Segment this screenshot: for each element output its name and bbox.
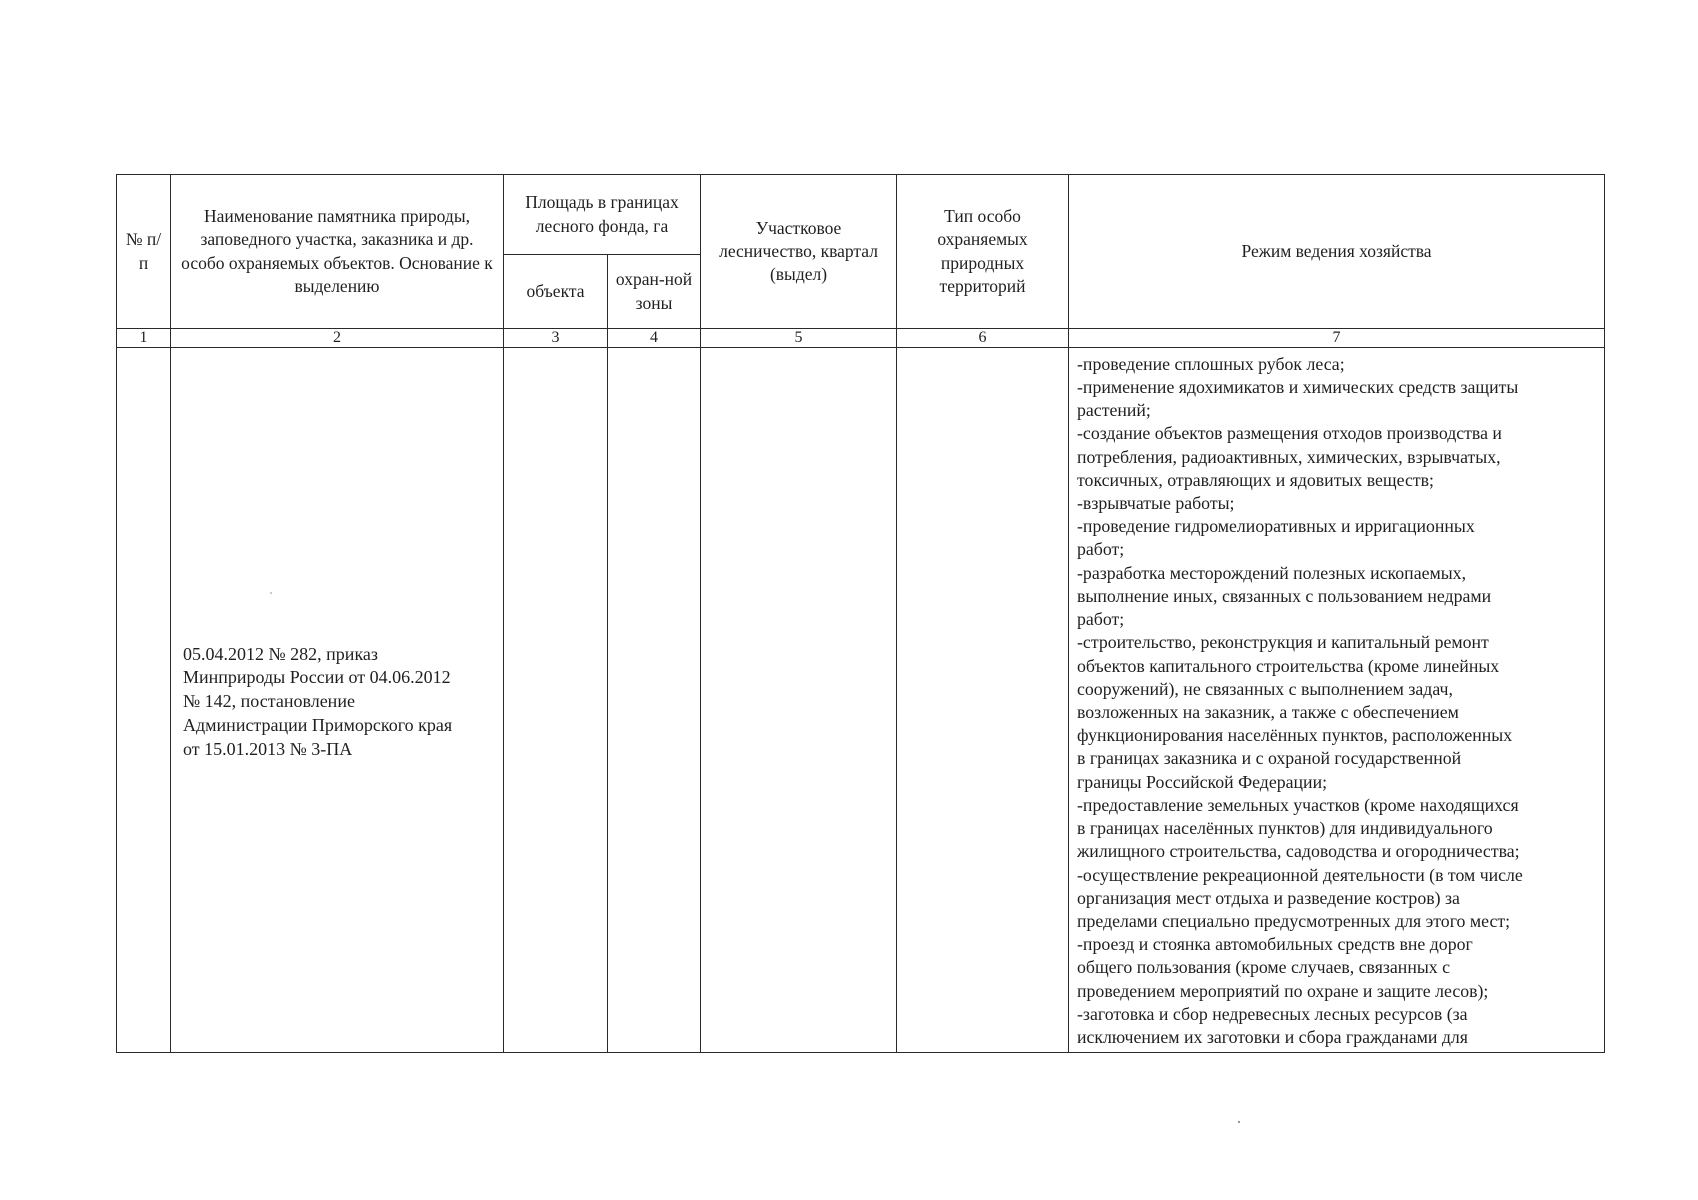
column-number-3: 3 [504,329,608,348]
regime-line: -проезд и стоянка автомобильных средств вне дорог [1077,934,1473,955]
regime-line: -применение ядохимикатов и химических средств защиты [1077,376,1519,397]
column-number-2: 2 [171,329,504,348]
table-row [117,348,1605,1053]
regime-line: работ; [1077,609,1125,630]
regime-line: работ; [1077,539,1125,560]
forestry-cell [701,348,897,1053]
regime-line: проведением мероприятий по охране и защите лесов); [1077,980,1489,1001]
regime-line: токсичных, отравляющих и ядовитых веществ; [1077,469,1434,490]
regime-line: исключением их заготовки и сбора гражданами для [1077,1027,1468,1048]
regime-cell [1069,348,1605,1053]
regime-line: выполнение иных, связанных с пользованием недрами [1077,585,1492,606]
regime-line: общего пользования (кроме случаев, связанных с [1077,957,1451,978]
regime-line: потребления, радиоактивных, химических, взрывчатых, [1077,446,1501,467]
regime-line: -осуществление рекреационной деятельности (в том числе [1077,864,1523,885]
regime-line: -взрывчатые работы; [1077,493,1235,514]
column-number-6: 6 [897,329,1069,348]
column-number-4: 4 [608,329,701,348]
header-num: № п/п [117,175,171,329]
basis-line: Минприроды России от 04.06.2012 [183,667,451,688]
regime-line: возложенных на заказник, а также с обеспечением [1077,702,1459,722]
header-forestry: Участковое лесничество, квартал (выдел) [701,175,897,329]
regime-line: -предоставление земельных участков (кроме находящихся [1077,794,1519,815]
basis-line: 05.04.2012 № 282, приказ [183,643,379,664]
regime-line: -проведение сплошных рубок леса; [1077,353,1345,374]
header-area-zone: охран-ной зоны [608,255,701,329]
header-area-object: объекта [504,255,608,329]
regime-line: -разработка месторождений полезных ископаемых, [1077,562,1467,583]
header-area: Площадь в границах лесного фонда, га [504,175,701,255]
header-type: Тип особо охраняемых природных территорий [897,175,1069,329]
regime-line: организация мест отдыха и разведение костров) за [1077,887,1460,908]
scan-speck [1238,1121,1240,1123]
regime-line: границы Российской Федерации; [1077,771,1328,792]
column-number-5: 5 [701,329,897,348]
column-number-1: 1 [117,329,171,348]
header-regime: Режим ведения хозяйства [1069,175,1605,329]
regime-line: в границах населённых пунктов) для индивидуального [1077,818,1493,839]
regime-line: объектов капитального строительства (кроме линейных [1077,655,1500,676]
regime-line: -создание объектов размещения отходов производства и [1077,423,1502,444]
basis-cell [171,348,504,1053]
area-zone-cell [608,348,701,1053]
basis-line: № 142, постановление [183,691,355,712]
regime-line: в границах заказника и с охраной государственной [1077,748,1462,769]
regime-line: функционирования населённых пунктов, расположенных [1077,725,1513,746]
basis-line: Администрации Приморского края [183,714,453,735]
type-cell [897,348,1069,1053]
basis-line: от 15.01.2013 № 3-ПА [183,738,353,759]
regime-line: -проведение гидромелиоративных и ирригационных [1077,516,1475,537]
row-num-cell [117,348,171,1053]
scan-speck [270,592,272,594]
regime-line: жилищного строительства, садоводства и огородничества; [1077,841,1520,862]
regime-line: -строительство, реконструкция и капитальный ремонт [1077,632,1489,653]
column-number-7: 7 [1069,329,1605,348]
area-object-cell [504,348,608,1053]
regime-line: -заготовка и сбор недревесных лесных ресурсов (за [1077,1003,1468,1024]
regime-line: растений; [1077,400,1151,421]
header-name: Наименование памятника природы, заповедного участка, заказника и др. особо охраняемых объектов. Основание к выделению [171,175,504,329]
forest-protection-table [116,174,1605,1053]
regime-line: пределами специально предусмотренных для этого мест; [1077,910,1511,931]
regime-line: сооружений), не связанных с выполнением задач, [1077,678,1453,699]
